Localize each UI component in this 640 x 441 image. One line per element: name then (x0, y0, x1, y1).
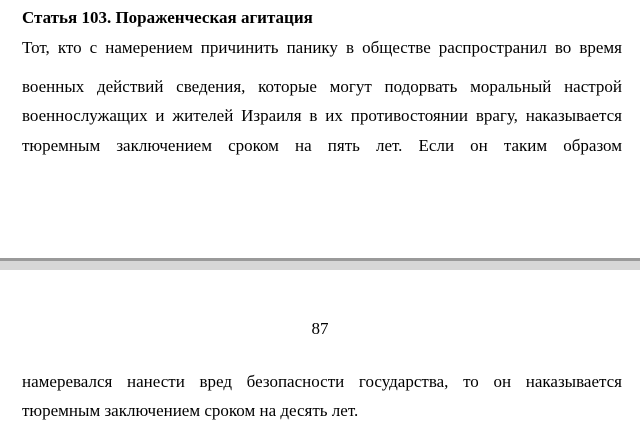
article-text-line: военнослужащих и жителей Израиля в их противостоянии врагу, наказывается (22, 106, 622, 125)
article-text-line: военных действий сведения, которые могут подорвать моральный настрой (22, 77, 622, 96)
article-continuation-line: намеревался нанести вред безопасности государства, то он наказывается (22, 372, 622, 391)
article-continuation-line: тюремным заключением сроком на десять лет. (22, 401, 359, 420)
page-number: 87 (311, 319, 329, 338)
article-heading: Статья 103. Пораженческая агитация (22, 8, 313, 27)
article-text-line: тюремным заключением сроком на пять лет. Если он таким образом (22, 136, 622, 155)
page-break-divider (0, 258, 640, 270)
article-text-line: Тот, кто с намерением причинить панику в обществе распространил во время (22, 38, 622, 57)
